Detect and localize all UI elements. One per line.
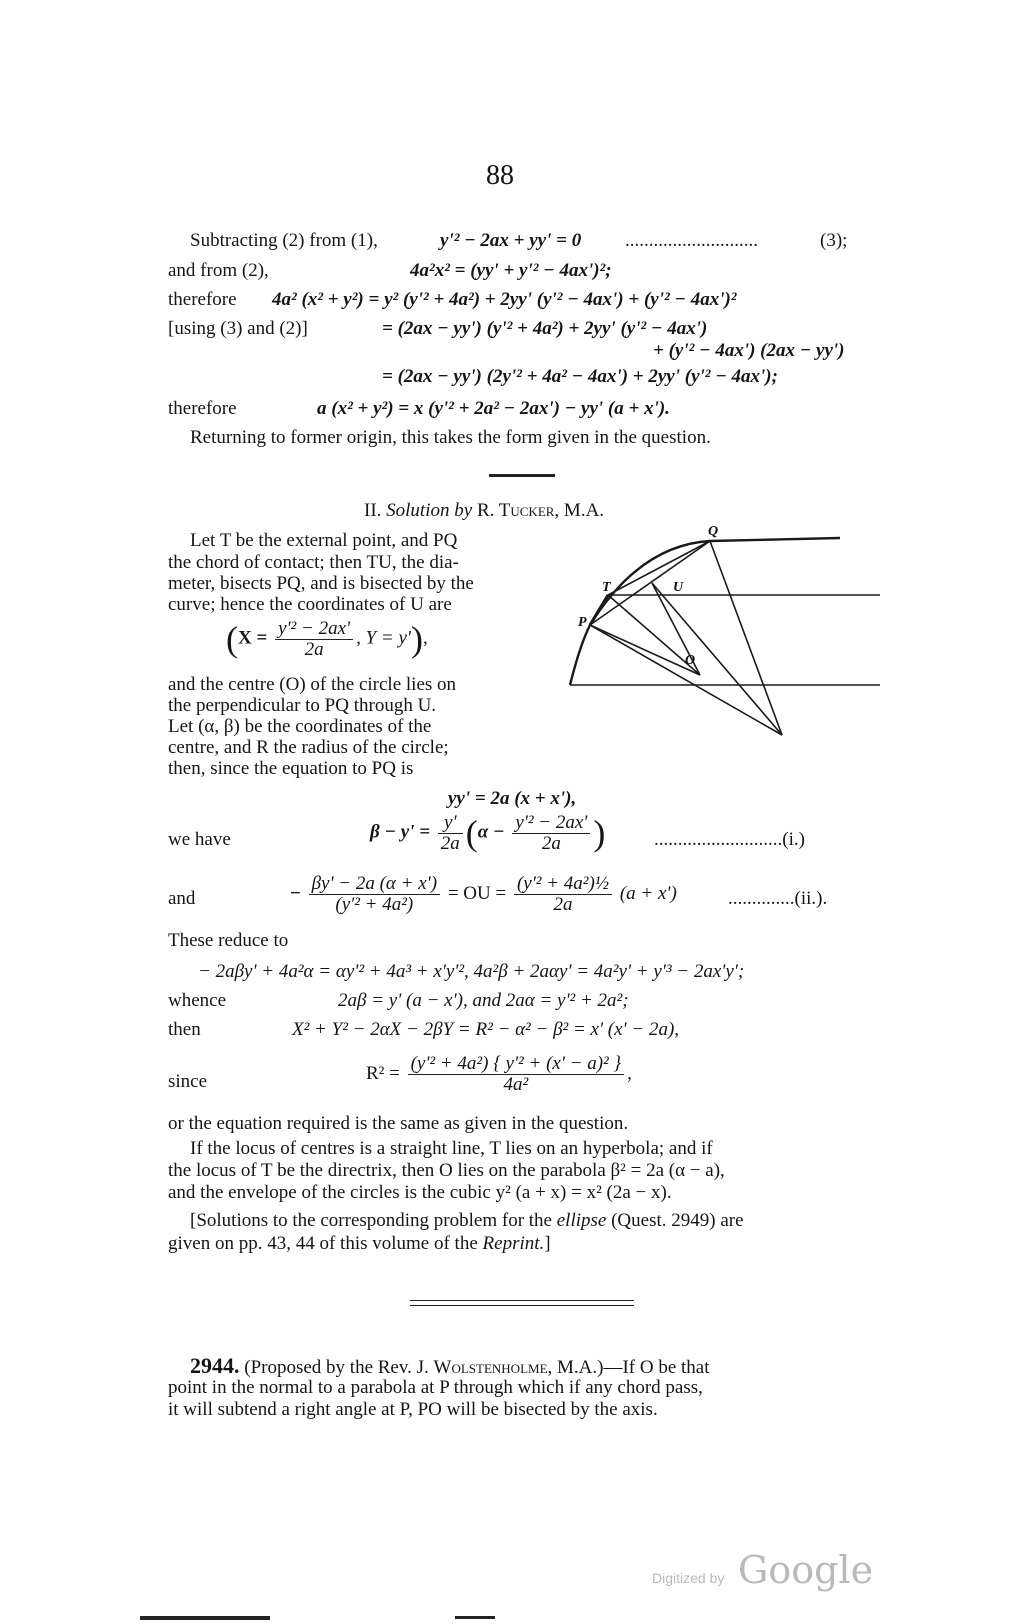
coordinates-u: (X = $\frac{\text{y'² − 2ax'}}{2a}$ , Y = y'),: [226, 617, 428, 660]
text-line: the chord of contact; then TU, the dia-: [168, 552, 459, 573]
text-line: meter, bisects PQ, and is bisected by the: [168, 573, 474, 594]
fraction-numerator: y'² − 2ax': [275, 619, 353, 640]
scan-edge: [455, 1616, 495, 1619]
text-line: Let (α, β) be the coordinates of the: [168, 716, 432, 737]
tangent-tp: [590, 595, 608, 625]
normal-line: [590, 625, 782, 735]
equation: a (x² + y²) = x (y'² + 2a² − 2ax') − yy' (a + x').: [317, 398, 670, 419]
text-line: [using (3) and (2)]: [168, 318, 308, 339]
watermark-digitized: Digitized by: [652, 1570, 725, 1586]
text-line: since: [168, 1071, 208, 1092]
equation-part: α −: [477, 821, 505, 843]
page-number: 88: [486, 160, 514, 191]
equation: y'² − 2ax + yy' = 0: [440, 230, 582, 251]
text-part: ellipse: [556, 1210, 607, 1231]
equation-part: R² =: [366, 1062, 400, 1084]
text-line: Let T be the external point, and PQ: [190, 530, 458, 551]
text-part: M.A.)—If O be that: [557, 1357, 710, 1378]
equation: 4a²x² = (yy' + y'² − 4ax')²;: [410, 260, 612, 281]
equation: + (y'² − 4ax') (2ax − yy'): [653, 340, 845, 361]
equation-ref: ..............(ii.).: [728, 888, 828, 909]
text-part: given on pp. 43, 44 of this volume of the: [168, 1233, 478, 1254]
coord-y: , Y = y': [356, 627, 411, 649]
equation-part: β − y' =: [370, 821, 431, 843]
coord-x-label: X =: [238, 627, 268, 649]
heading-roman: II.: [364, 500, 382, 521]
label-o: O: [685, 653, 696, 668]
equation: 4a² (x² + y²) = y² (y'² + 4a²) + 2yy' (y'² − 4ax') + (y'² − 4ax')²: [272, 289, 737, 310]
equation: = (2ax − yy') (y'² + 4a²) + 2yy' (y'² − 4ax'): [382, 318, 708, 339]
text-line: centre, and R the radius of the circle;: [168, 737, 449, 758]
leader-dots: ............................: [625, 230, 758, 251]
fraction-denominator: 2a: [440, 832, 460, 854]
equation-since: [366, 1054, 632, 1095]
equation: = (2ax − yy') (2y'² + 4a² − 4ax') + 2yy' (y'² − 4ax');: [382, 366, 778, 387]
solution-heading: [364, 500, 604, 522]
text-line: and from (2),: [168, 260, 269, 281]
text-line: and the centre (O) of the circle lies on: [168, 674, 457, 695]
punctuation: ,: [627, 1062, 632, 1084]
equation: 2aβ = y' (a − x'), and 2aα = y'² + 2a²;: [338, 990, 629, 1011]
text-line: therefore: [168, 398, 237, 419]
label-u: U: [673, 580, 684, 595]
text-line: Subtracting (2) from (1),: [190, 230, 378, 251]
label-q: Q: [708, 525, 719, 539]
equation: X² + Y² − 2αX − 2βY = R² − α² − β² = x' (x' − 2a),: [292, 1019, 680, 1040]
divider: [489, 474, 555, 477]
text-line: therefore: [168, 289, 237, 310]
text-line: Returning to former origin, this takes the form given in the question.: [190, 427, 711, 448]
heading-author: R. Tucker, M.A.: [476, 500, 605, 521]
text-line: we have: [168, 829, 231, 850]
fraction-numerator: y'² − 2ax': [512, 813, 590, 834]
bracket-note-line: [168, 1233, 551, 1255]
text-line: then: [168, 1019, 201, 1040]
fraction-denominator: 2a: [541, 832, 561, 854]
parabola-figure: [560, 525, 880, 765]
equation: − 2aβy' + 4a²α = αy'² + 4a³ + x'y'², 4a²β + 2aαy' = 4a²y' + y'³ − 2ax'y';: [198, 961, 745, 982]
fraction-denominator: 4a²: [503, 1074, 529, 1095]
bracket-note-line: [190, 1210, 744, 1232]
fraction-denominator: 2a: [304, 638, 324, 660]
text-line: These reduce to: [168, 930, 289, 951]
text-line: the locus of T be the directrix, then O lies on the parabola β² = 2a (α − a),: [168, 1160, 725, 1181]
fraction-numerator: y': [438, 813, 463, 834]
fraction-denominator: (y'² + 4a²): [335, 894, 414, 915]
proposer-name: Wolstenholme,: [433, 1357, 553, 1378]
equation-ref: ...........................(i.): [654, 829, 805, 850]
fraction-numerator: βy' − 2a (α + x'): [309, 874, 440, 895]
fraction-numerator: (y'² + 4a²) { y'² + (x' − a)² }: [408, 1054, 625, 1075]
text-part: (Proposed by the Rev. J.: [244, 1357, 429, 1378]
equation: yy' = 2a (x + x'),: [448, 788, 577, 809]
text-part: ]: [544, 1233, 551, 1254]
text-line: whence: [168, 990, 227, 1011]
text-line: and: [168, 888, 196, 909]
question-line: [190, 1355, 710, 1379]
question-number: 2944.: [190, 1353, 240, 1378]
equation-part: = OU =: [447, 882, 507, 904]
text-line: and the envelope of the circles is the cubic y² (a + x) = x² (2a − x).: [168, 1182, 672, 1203]
scan-edge: [140, 1616, 270, 1620]
text-line: the perpendicular to PQ through U.: [168, 695, 437, 716]
fraction-denominator: 2a: [553, 894, 573, 915]
equation-i: β − y' = $\frac{y'}{2a}$ (α − $\frac{\text{y'² − 2ax'}}{2a}$ ): [370, 811, 606, 854]
fraction-numerator: (y'² + 4a²)½: [514, 874, 612, 895]
watermark-google-logo: Google: [738, 1548, 874, 1592]
text-line: If the locus of centres is a straight line, T lies on an hyperbola; and if: [190, 1138, 713, 1159]
text-line: curve; hence the coordinates of U are: [168, 594, 452, 615]
text-part: (Quest. 2949) are: [611, 1210, 744, 1231]
text-line: then, since the equation to PQ is: [168, 758, 414, 779]
text-part: Reprint.: [482, 1233, 545, 1254]
double-divider: [410, 1300, 634, 1306]
text-part: [Solutions to the corresponding problem for the: [190, 1210, 552, 1231]
label-p: P: [578, 615, 587, 630]
equation-part: (a + x'): [619, 882, 677, 904]
heading-solution-by: Solution by: [386, 500, 473, 521]
label-t: T: [602, 580, 611, 595]
text-line: point in the normal to a parabola at P through which if any chord pass,: [168, 1377, 703, 1398]
punctuation: ,: [422, 627, 428, 649]
equation-ii: − $\frac{\beta y' - 2a (\alpha + x')}{\text{(y'² + 4a²)}}$ = OU = $\frac{\text{(y'² + 4a²)½}}{2a}$ (a + x'): [290, 873, 677, 915]
equation-ref: (3);: [820, 230, 848, 251]
text-line: it will subtend a right angle at P, PO will be bisected by the axis.: [168, 1399, 658, 1420]
text-line: or the equation required is the same as given in the question.: [168, 1113, 629, 1134]
